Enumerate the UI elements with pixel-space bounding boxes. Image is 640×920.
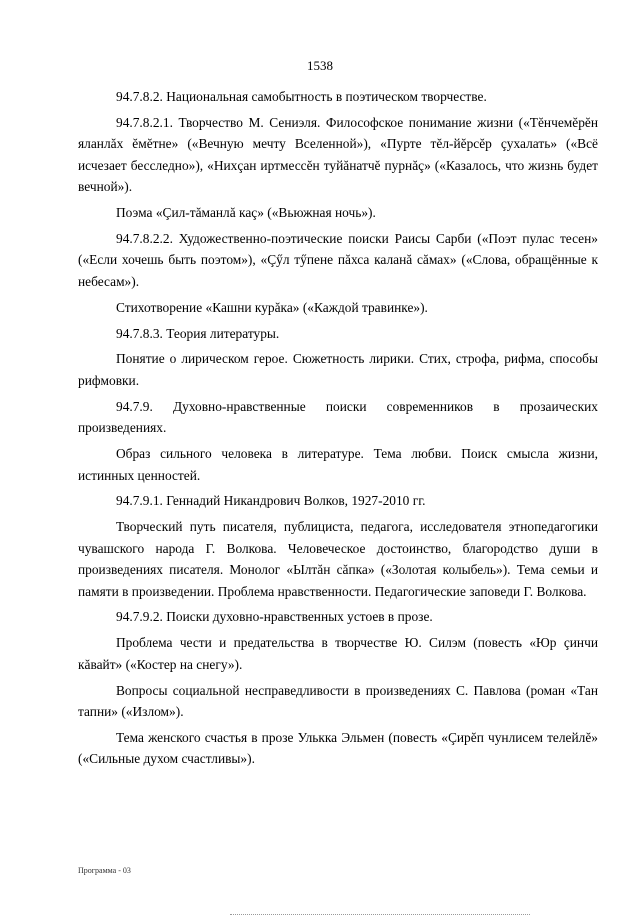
paragraph-elmen: Тема женского счастья в прозе Улькка Эльмен (повесть «Çирĕп чунлисем телейлĕ» («Сильные духом счастливы»). xyxy=(78,729,598,767)
paragraph-heading-94-7-8-2: 94.7.8.2. Национальная самобытность в поэтическом творчестве. xyxy=(116,89,487,104)
paragraph-pavlov: Вопросы социальной несправедливости в произведениях С. Павлова (роман «Тан тапни» («Излом»). xyxy=(78,682,598,720)
page-number: 1538 xyxy=(307,58,333,73)
paragraph-silem: Проблема чести и предательства в творчестве Ю. Силэм (повесть «Юр çинчи кăвайт» («Костер на снегу»). xyxy=(78,635,598,672)
paragraph-raisa-sarbi: 94.7.8.2.2. Художественно-поэтические поиски Раисы Сарби («Поэт пулас тесен» («Если хочешь быть поэтом»), «Çӳл тӳпене пăхса каланă сăмах» («Слова, обращённые к небесам»). xyxy=(78,230,598,289)
paragraph-heading-94-7-9-2: 94.7.9.2. Поиски духовно-нравственных устоев в прозе. xyxy=(116,609,433,625)
bottom-dotted-line xyxy=(230,914,530,915)
paragraph-lyric-hero: Понятие о лирическом герое. Сюжетность лирики. Стих, строфа, рифма, способы рифмовки. xyxy=(78,351,598,388)
paragraph-kazhdoy-travinke: Стихотворение «Кашни курăка» («Каждой травинке»). xyxy=(116,299,428,315)
paragraph-heading-94-7-9-1: 94.7.9.1. Геннадий Никандрович Волков, 1927-2010 гг. xyxy=(116,493,426,509)
document-body xyxy=(78,86,598,774)
paragraph-volkov: Творческий путь писателя, публициста, педагога, исследователя этнопедагогики чувашского народа Г. Волкова. Человеческое достоинство, благородство души в произведениях писателя. Монолог «Ылтăн сăпка» («Золотая колыбель»). Тема семьи и памяти в произведении. Проблема нравственности. Педагогические заповеди Г. Волкова. xyxy=(78,519,598,599)
paragraph-heading-94-7-9: 94.7.9. Духовно-нравственные поиски современников в прозаических произведениях. xyxy=(78,398,598,436)
paragraph-heading-94-7-8-3: 94.7.8.3. Теория литературы. xyxy=(116,325,280,341)
paragraph-strong-person: Образ сильного человека в литературе. Тема любви. Поиск смысла жизни, истинных ценностей. xyxy=(78,446,598,483)
footer-program-label: Программа - 03 xyxy=(78,866,131,875)
paragraph-poem-vyuzhnaya-noch: Поэма «Çил-тăманлă каç» («Вьюжная ночь»). xyxy=(116,205,376,221)
paragraph-seniel: 94.7.8.2.1. Творчество М. Сениэля. Философское понимание жизни («Тĕнчемĕрĕн яланлăх ĕмĕтне» («Вечную мечту Вселенной»), «Пурте тĕл-йĕрсĕр çухалать» («Всё исчезает бесследно»), «Нихçан иртмессĕн туйăнатчĕ пурнăç» («Казалось, что жизнь будет вечной»). xyxy=(78,114,598,195)
